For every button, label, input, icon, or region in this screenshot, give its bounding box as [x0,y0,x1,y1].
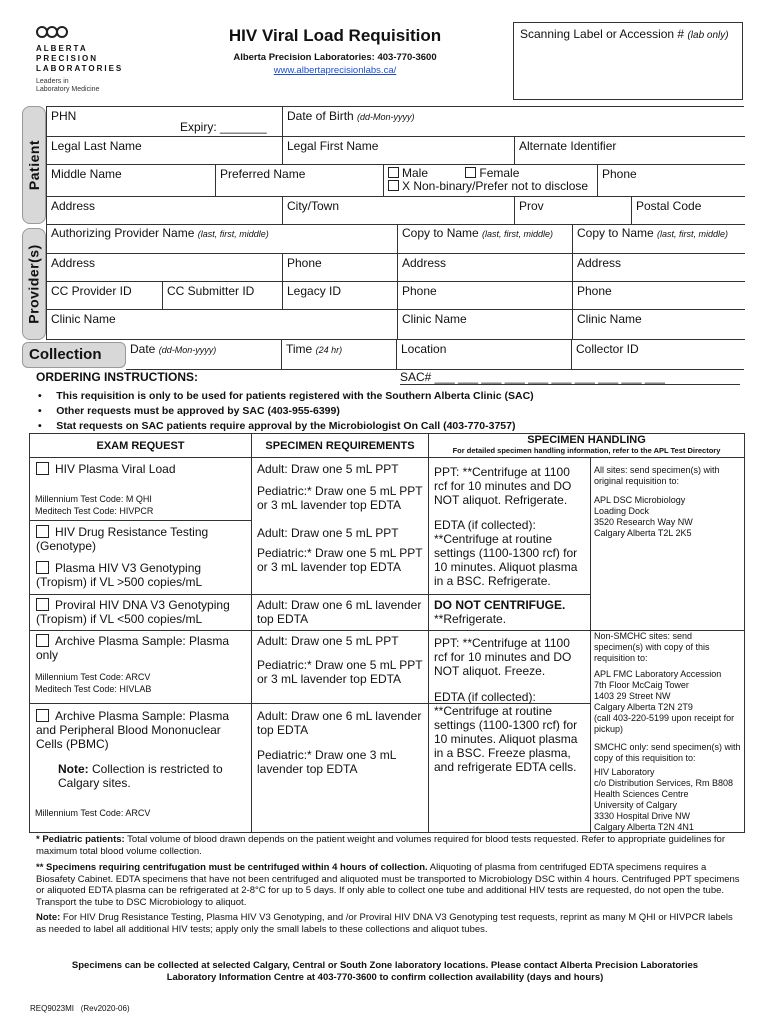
r5-code1: Millennium Test Code: ARCV [35,672,151,682]
r6-adult: Adult: Draw one 6 mL lavender top EDTA [257,709,422,737]
non-smchc-dest: Non-SMCHC sites: send specimen(s) with copy of this requisition to: APL FMC Laboratory Accession 7th Floor McCaig Tower 1403 29 Street NW Calgary Alberta T2N 2T9 (call 403-220-5199 upon receipt for pickup) SMCHC only: send specimen(s) with copy of this requisition to: HIV Laboratory c/o Distribution Services, Rm B808 Health Sciences Centre University of Calgary 3330 Hospital Drive NW Calgary Alberta T2N 4N1 [594,631,741,832]
last-name-field[interactable]: Legal Last Name [47,137,283,165]
dob-field[interactable]: Date of Birth (dd-Mon-yyyy) [283,107,745,137]
copy-to-1-field[interactable]: Copy to Name (last, first, middle) [398,224,573,254]
exam-drug-resistance[interactable]: HIV Drug Resistance Testing (Genotype) [36,525,209,553]
collection-tab: Collection [22,342,126,368]
r5-code2: Meditech Test Code: HIVLAB [35,684,152,694]
cc-submitter-field[interactable]: CC Submitter ID [163,282,283,310]
r1-code2: Meditech Test Code: HIVPCR [35,506,154,516]
alt-id-field[interactable]: Alternate Identifier [515,137,745,165]
phn-field[interactable]: PHN Expiry: _______ [47,107,283,137]
exam-plasma-v3[interactable]: Plasma HIV V3 Genotyping (Tropism) if VL >500 copies/mL [36,561,203,589]
providers-section [46,224,744,340]
provider-address-field[interactable]: Address [47,254,283,282]
copy1-phone-field[interactable]: Phone [398,282,573,310]
exam-archive-pbmc[interactable]: Archive Plasma Sample: Plasma and Peripheral Blood Mononuclear Cells (PBMC) [36,709,230,751]
legacy-id-field[interactable]: Legacy ID [283,282,398,310]
collection-date-field[interactable]: Date (dd-Mon-yyyy) [126,340,282,370]
scanning-label-box[interactable] [513,22,743,100]
r6-code: Millennium Test Code: ARCV [35,808,151,818]
tagline1: Leaders in [36,78,69,85]
instruction-2: • Other requests must be approved by SAC (403-955-6399) [38,405,340,417]
r1-adult: Adult: Draw one 5 mL PPT [257,462,399,476]
copy-to-2-field[interactable]: Copy to Name (last, first, middle) [573,224,745,254]
instruction-1: • This requisition is only to be used for patients registered with the Southern Alberta Clinic (SAC) [38,390,534,402]
r5-pediatric: Pediatric:* Draw one 5 mL PPT or 3 mL lavender top EDTA [257,658,423,686]
apl-logo [36,26,123,94]
r6-pediatric: Pediatric:* Draw one 3 mL lavender top EDTA [257,748,396,776]
scan-label: Scanning Label or Accession # [520,27,685,41]
checkbox-icon[interactable] [36,462,49,475]
note-pediatric: * Pediatric patients: Total volume of blood drawn depends on the patient weight and volumes required for blood tests requested. Refer to appropriate guidelines for maximum total blood volume collection. [36,834,725,857]
r1-ppt-handling: PPT: **Centrifuge at 1100 rcf for 10 minutes and DO NOT aliquot. Refrigerate. [434,465,572,507]
scan-note: (lab only) [687,30,729,41]
cc-provider-field[interactable]: CC Provider ID [47,282,163,310]
male-checkbox[interactable]: Male [388,166,428,180]
form-id: REQ9023MI (Rev2020-06) [30,1004,130,1013]
exam-archive-plasma[interactable]: Archive Plasma Sample: Plasma only [36,634,230,662]
collection-location-field[interactable]: Location [397,340,572,370]
org-line3: LABORATORIES [36,64,124,73]
sac-number-field[interactable]: SAC# ___ ___ ___ ___ ___ ___ ___ ___ ___ ___ [400,370,740,385]
logo-rings-icon [36,26,123,38]
providers-tab: Provider(s) [22,228,46,340]
middle-name-field[interactable]: Middle Name [47,165,216,197]
note-reprint: Note: For HIV Drug Resistance Testing, Plasma HIV V3 Genotyping, and /or Proviral HIV DNA V3 Genotyping test requests, reprint as many M QHI or HIVPCR labels as needed to label all additional HIV tests; apply only the small labels to these collections and aliquot tubes. [36,912,733,935]
nonbinary-checkbox[interactable]: X Non-binary/Prefer not to disclose [388,179,588,193]
exam-hiv-viral-load[interactable]: HIV Plasma Viral Load [36,462,176,476]
gender-options [384,165,598,197]
copy2-clinic-field[interactable]: Clinic Name [573,310,745,340]
page-title: HIV Viral Load Requisition [228,26,442,45]
patient-address-field[interactable]: Address [47,197,283,225]
auth-provider-field[interactable]: Authorizing Provider Name (last, first, middle) [47,224,398,254]
copy2-address-field[interactable]: Address [573,254,745,282]
city-field[interactable]: City/Town [283,197,515,225]
r1-code1: Millennium Test Code: M QHI [35,494,152,504]
preferred-name-field[interactable]: Preferred Name [216,165,384,197]
clinic-name-field[interactable]: Clinic Name [47,310,398,340]
exam-request-header: EXAM REQUEST [29,433,252,458]
org-line1: ALBERTA [36,44,88,53]
subtitle: Alberta Precision Laboratories: 403-770-3600 [233,52,437,63]
specimen-handling-header: SPECIMEN HANDLING For detailed specimen handling information, refer to the APL Test Directory [428,433,745,458]
provider-phone-field[interactable]: Phone [283,254,398,282]
patient-tab: Patient [22,106,46,224]
patient-phone-field[interactable]: Phone [598,165,745,197]
r5-edta-handling: EDTA (if collected): **Centrifuge at routine settings (1100-1300 rcf) for 10 minutes. Aliquot plasma in a BSC. Freeze plasma, and refrigerate EDTA cells. [434,690,578,774]
exam-proviral-dna[interactable]: Proviral HIV DNA V3 Genotyping (Tropism) if VL <500 copies/mL [36,598,230,626]
instruction-3: • Stat requests on SAC patients require approval by the Microbiologist On Call (403-770-3757) [38,420,516,432]
tagline2: Laboratory Medicine [36,86,100,93]
prov-field[interactable]: Prov [515,197,632,225]
expiry-field[interactable]: Expiry: _______ [180,120,267,134]
first-name-field[interactable]: Legal First Name [283,137,515,165]
patient-section [46,106,744,224]
r4-adult: Adult: Draw one 6 mL lavender top EDTA [257,598,422,626]
r5-adult: Adult: Draw one 5 mL PPT [257,634,399,648]
org-line2: PRECISION [36,54,99,63]
all-sites-dest: All sites: send specimen(s) with original requisition to: APL DSC Microbiology Loading Dock 3520 Research Way NW Calgary Alberta T2L 2K5 [594,465,720,538]
note-centrifuge: ** Specimens requiring centrifugation must be centrifuged within 4 hours of collection. Aliquoting of plasma from centrifuged EDTA specimens requires a Biosafety Cabinet. EDTA specimens that have not been centrifuged and aliquoted must be transported to Microbiology DSC within 4 hours. Centrifuged PPT specimens or aliquoted EDTA plasma can be refrigerated at 2-8°C for up to 5 days. If only able to collect one tube and additional HIV tests are requested, do not open the tube. Transport the tube to DSC Microbiology to aliquot. [36,862,740,908]
collection-time-field[interactable]: Time (24 hr) [282,340,397,370]
r1-edta-handling: EDTA (if collected): **Centrifuge at routine settings (1100-1300 rcf) for 10 minutes. Aliquot plasma in a BSC. Refrigerate. [434,518,578,588]
r1-pediatric: Pediatric:* Draw one 5 mL PPT or 3 mL lavender top EDTA [257,484,423,512]
website-link[interactable]: www.albertaprecisionlabs.ca/ [273,65,397,76]
ordering-heading: ORDERING INSTRUCTIONS: [36,370,198,384]
specimen-req-header: SPECIMEN REQUIREMENTS [251,433,429,458]
r2-pediatric: Pediatric:* Draw one 5 mL PPT or 3 mL lavender top EDTA [257,546,423,574]
copy2-phone-field[interactable]: Phone [573,282,745,310]
copy1-address-field[interactable]: Address [398,254,573,282]
r5-ppt-handling: PPT: **Centrifuge at 1100 rcf for 10 minutes and DO NOT aliquot. Freeze. [434,636,572,678]
r2-adult: Adult: Draw one 5 mL PPT [257,526,399,540]
postal-field[interactable]: Postal Code [632,197,745,225]
copy1-clinic-field[interactable]: Clinic Name [398,310,573,340]
r4-no-centrifuge: DO NOT CENTRIFUGE. **Refrigerate. [434,598,566,626]
collection-section [126,340,744,370]
female-checkbox[interactable]: Female [465,166,519,180]
footer-text: Specimens can be collected at selected Calgary, Central or South Zone laboratory locations. Please contact Alberta Precision Laboratories Laboratory Information Centre at 403-770-3600 to confirm collection availability (days and hours) [71,960,699,983]
r6-note: Note: Collection is restricted to Calgary sites. [58,762,223,790]
collector-id-field[interactable]: Collector ID [572,340,744,370]
